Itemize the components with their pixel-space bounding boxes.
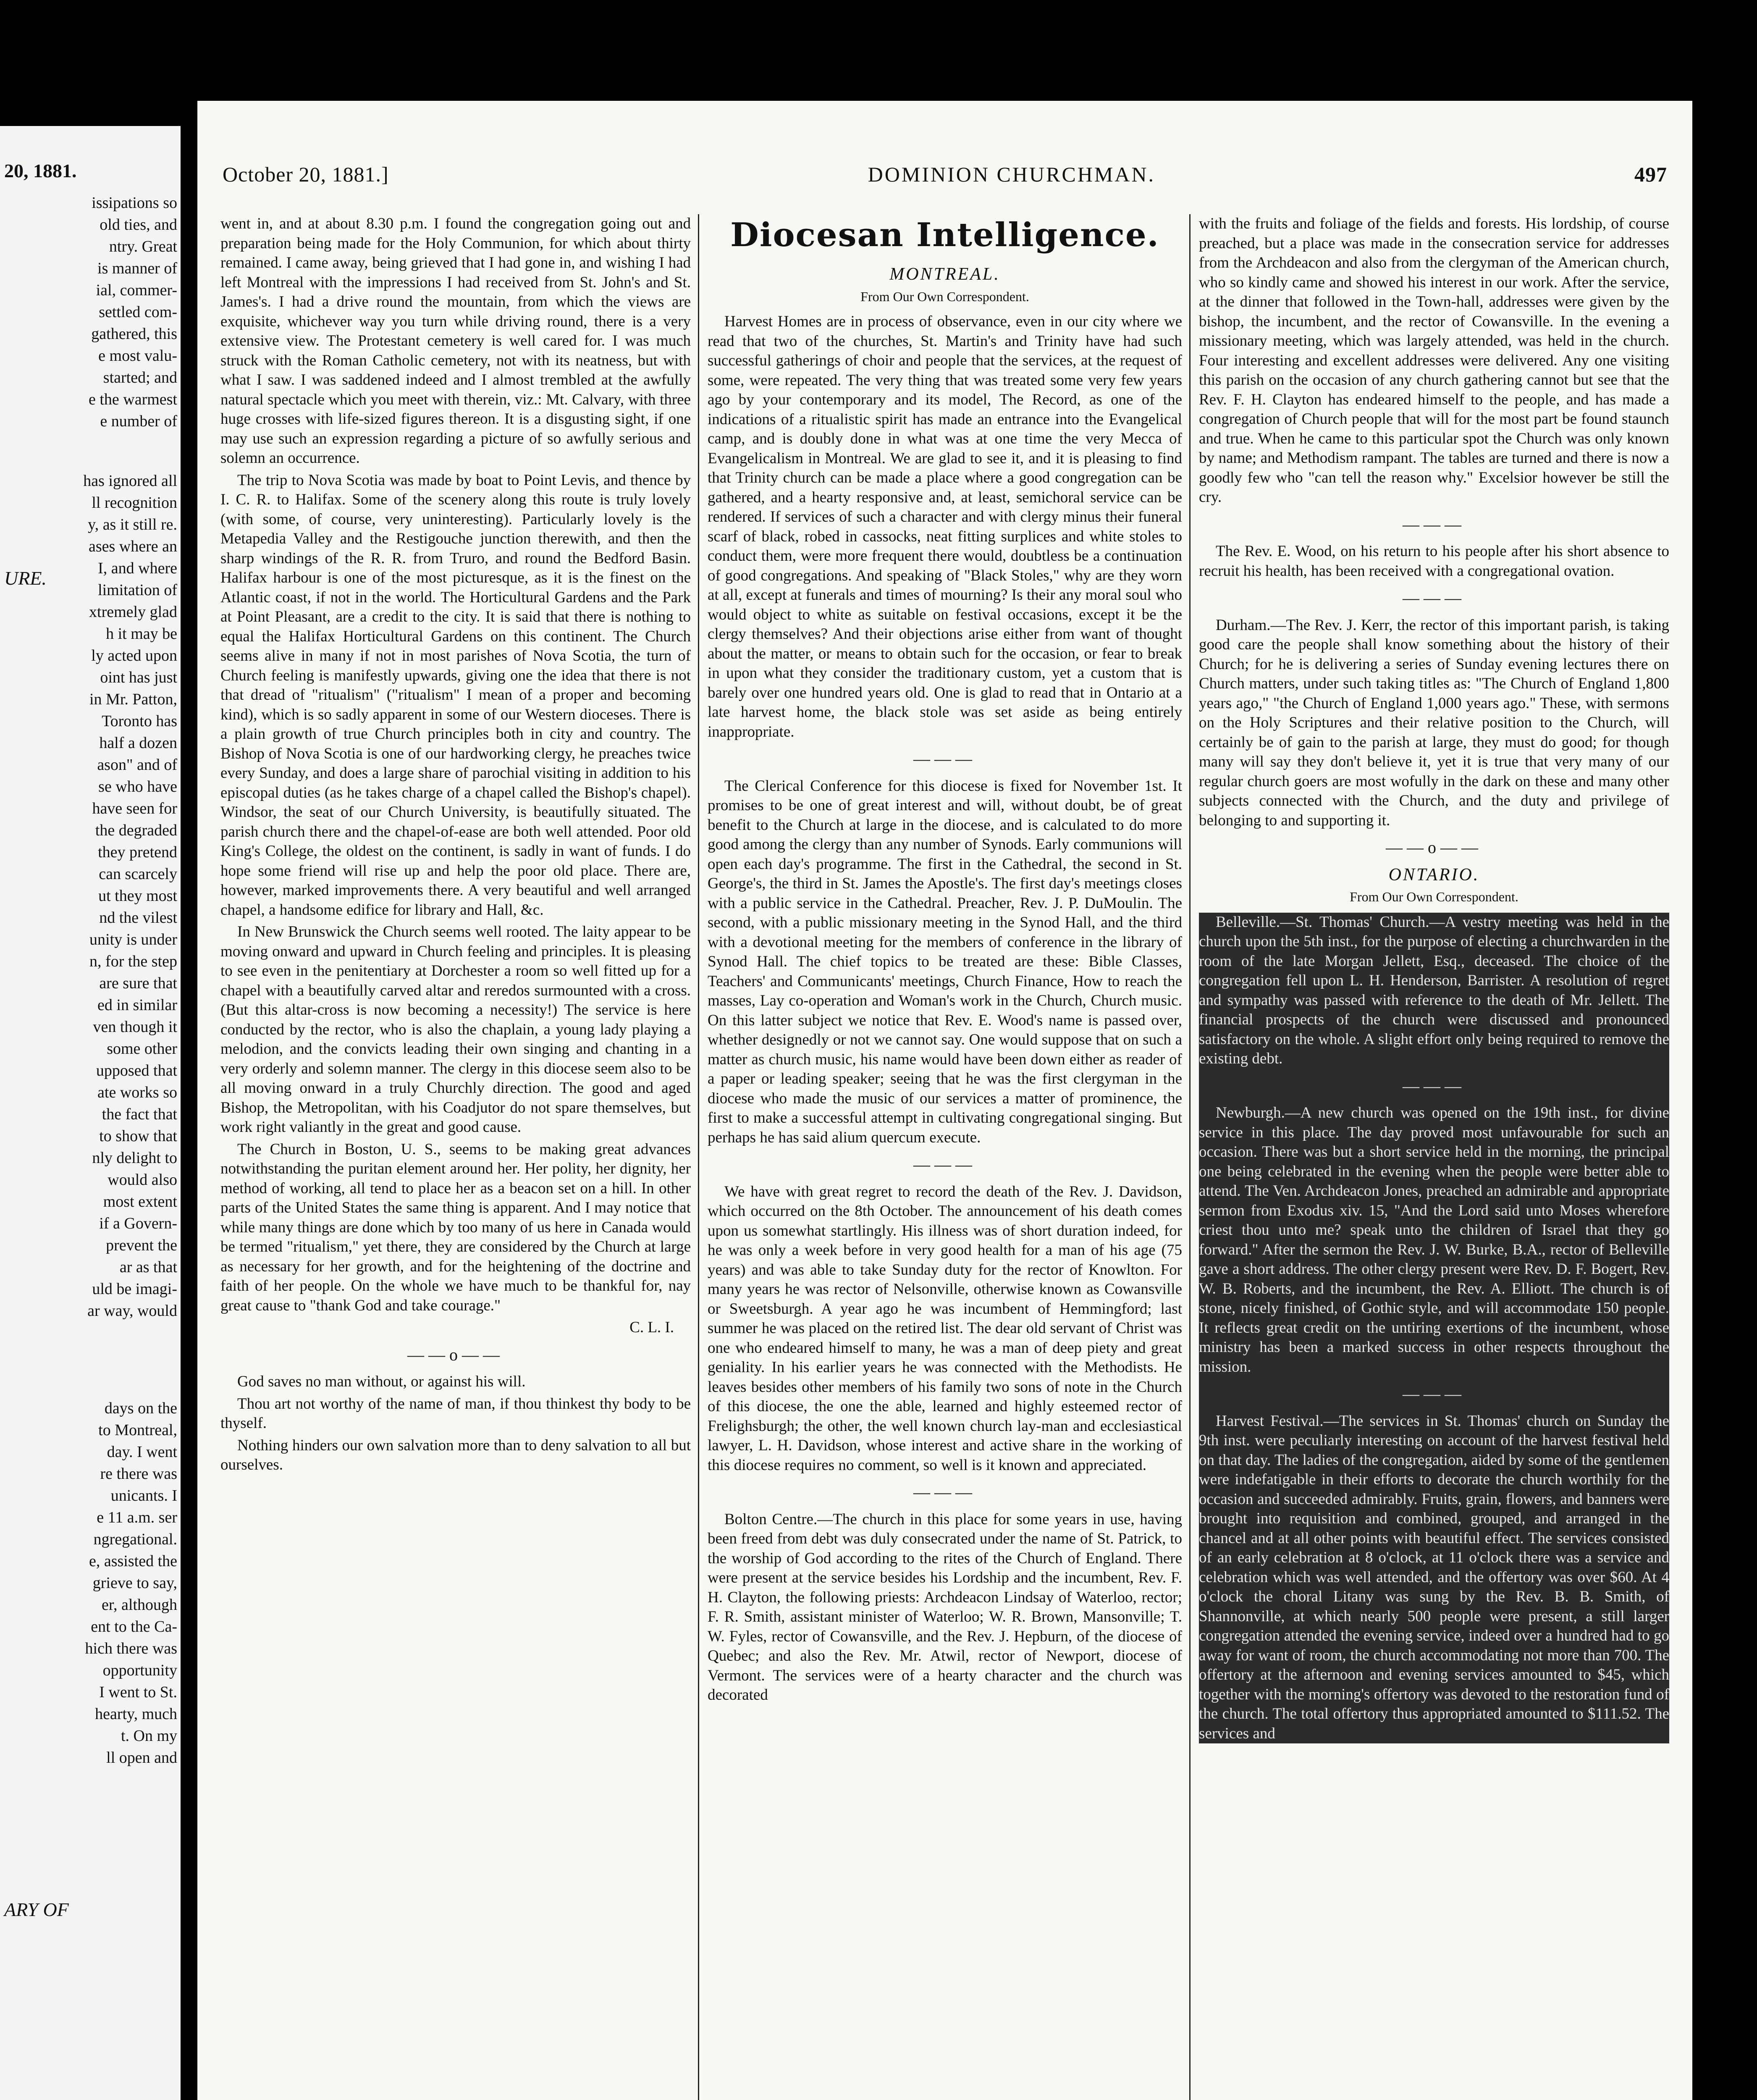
left-page-fragment: unicants. I [110, 1487, 177, 1504]
left-page-fragment: e 11 a.m. ser [97, 1509, 177, 1526]
paragraph: The Church in Boston, U. S., seems to be making great advances notwithstanding the puritan element around her. Her polity, her dignity, her method of working, all tend to place her as a beacon set on a hill. In other parts of the United States the same thing is apparent. And I may notice that while many things are done which by too many of us here in Canada would be termed "ritualism," yet there, they are considered by the Church at large as necessary for her growth, and for the heightening of the doctrine and faith of her people. On the whole we have much to be thankful for, nay great cause to "thank God and take courage." [220, 1140, 691, 1314]
left-page-fragment: can scarcely [99, 865, 177, 883]
left-page-fragment: nly delight to [92, 1149, 177, 1167]
left-page-fragment: issipations so [92, 194, 177, 212]
place-heading: ONTARIO. [1388, 865, 1480, 885]
left-page-fragment: old ties, and [100, 216, 177, 234]
separator: ——— [913, 1483, 976, 1502]
paragraph: Belleville.—St. Thomas' Church.—A vestry meeting was held in the church upon the 5th inst., for the purpose of electing a churchwarden in the room of the late Morgan Jellett, Esq., deceased. The choice of the congregation fell upon L. H. Henderson, Barrister. A resolution of regret and sympathy was passed with reference to the death of Mr. Jellett. The financial prospects of the church were discussed and pronounced satisfactory on the whole. A slight effort only being required to remove the existing debt. [1199, 913, 1669, 1067]
left-page-fragment: started; and [103, 369, 177, 386]
left-page-fragment: would also [108, 1171, 177, 1189]
left-page-fragment: ate works so [97, 1084, 177, 1101]
left-page-fragment: in Mr. Patton, [89, 690, 177, 708]
left-page-fragment: ed in similar [97, 996, 177, 1014]
left-page-fragment: to show that [99, 1127, 177, 1145]
paragraph: The Clerical Conference for this diocese is fixed for November 1st. It promises to be one of great interest and will, without doubt, be of great benefit to the Church at large in the diocese, and is calculated to do more good among the clergy than any number of Synods. Early communions will open each day's programme. The first in the Cathedral, the second in St. George's, the third in St. James the Apostle's. The first day's meetings closes with a public service in the Cathedral. Preacher, Rev. J. P. DuMoulin. The second, with a public missionary meeting in the Synod Hall, and the third with a devotional meeting for the members of conference in the library of Synod Hall. The chief topics to be treated are these: Bible Classes, Teachers' and Communicants' meetings, Church Finance, How to reach the masses, Lay co-operation and Woman's work in the Church, Church music. On this latter subject we notice that Rev. E. Wood's name is passed over, whether designedly or not we cannot say. One would suppose that on such a matter as church music, his name would have been down either as reader of a paper or leading speaker; seeing that he was the first clergyman in the diocese who made the music of our services a matter of prominence, the first to make a successful attempt in cultivating congregational singing. But perhaps he has said alium quercum execute. [708, 777, 1182, 1146]
left-page-fragment: re there was [100, 1465, 177, 1483]
paragraph: Harvest Homes are in process of observance, even in our city where we read that two of the churches, St. Martin's and Trinity have had such successful gatherings of choir and people that the services, at the request of some, were repeated. The very thing that was treated some very few years ago by your contemporary and its model, The Record, as one of the indications of a ritualistic spirit has made an entrance into the Evangelical camp, and is doubly done in what was at one time the very Mecca of Evangelicalism in Montreal. We are glad to see it, and it is pleasing to find that Trinity church can be made a place where a good congregation can be gathered, and a hearty responsive and, at least, semichoral service can be rendered. If services of such a character and with clergy minus their funeral scarf of black, robed in cassocks, neat fitting surplices and white stoles to conduct them, were more frequent there would, doubtless be a continuation of good congregations. And speaking of "Black Stoles," why are they worn at all, except at funerals and times of mourning? Is their any moral soul who would object to white as suitable on festival occasions, except it be the clergy themselves? And their objections arise either from want of thought about the matter, or means to obtain such for the occasion, or fear to break in upon what they consider the traditionary custom, yet a custom that is barely over one hundred years old. One is glad to read that in Ontario at a late harvest home, the black stole was set aside as being entirely inappropriate. [708, 313, 1182, 740]
left-page-date: 20, 1881. [4, 160, 77, 181]
left-page-fragment: e, assisted the [89, 1552, 177, 1570]
left-page-fragment: Toronto has [102, 712, 177, 730]
page-number: 497 [1634, 163, 1667, 186]
separator: ——— [1403, 588, 1466, 607]
page-header [223, 160, 1667, 189]
paragraph: The Rev. E. Wood, on his return to his people after his short absence to recruit his health, has been received with a congregational ovation. [1199, 543, 1669, 580]
separator: ——— [1403, 514, 1466, 534]
separator: ——— [1403, 1384, 1466, 1403]
section-title: Diocesan Intelligence. [730, 216, 1159, 254]
left-page-fragment: settled com- [99, 303, 177, 321]
left-page-fragment: upposed that [96, 1062, 177, 1079]
left-page-fragment: ason" and of [97, 756, 177, 774]
separator: ——o—— [407, 1345, 504, 1364]
left-page-fragment: t. On my [121, 1727, 177, 1745]
paragraph: Bolton Centre.—The church in this place for some years in use, having been freed from debt was duly consecrated under the name of St. Patrick, to the worship of God according to the rites of the Church of England. There were present at the service besides his Lordship and the incumbent, Rev. F. H. Clayton, the following priests: Archdeacon Lindsay of Waterloo, rector; F. R. Smith, assistant minister of Waterloo; W. R. Brown, Mansonville; T. W. Fyles, rector of Cowansville, and the Rev. J. Hepburn, of the diocese of Quebec; and also the Rev. Mr. Atwil, rector of Newport, diocese of Vermont. The services were of a hearty character and the church was decorated [708, 1510, 1182, 1704]
left-page-sliver [0, 126, 181, 2100]
maxim: Nothing hinders our own salvation more than to deny salvation to all but ourselves. [220, 1436, 691, 1473]
left-page-fragment: if a Govern- [99, 1215, 177, 1232]
left-page-fragment: ntry. Great [109, 238, 177, 255]
left-page-fragment: hearty, much [95, 1705, 177, 1723]
left-page-fragment: e number of [100, 412, 177, 430]
left-page-fragment: to Montreal, [98, 1421, 177, 1439]
left-page-fragment: er, although [102, 1596, 177, 1614]
left-page-fragment: limitation of [98, 581, 177, 599]
left-page-fragment: oint has just [100, 669, 177, 686]
left-page-fragment: e most valu- [98, 347, 177, 365]
degraded-text-block [1199, 913, 1669, 1744]
left-page-fragment: most extent [103, 1193, 177, 1210]
left-page-fragment: ly acted upon [91, 647, 177, 664]
left-page-heading-2: ARY OF [4, 1899, 69, 1920]
correspondent-line: From Our Own Correspondent. [860, 289, 1029, 304]
left-page-heading-1: URE. [4, 567, 47, 589]
left-page-fragment: nd the vilest [99, 909, 177, 927]
header-title: DOMINION CHURCHMAN. [868, 163, 1156, 186]
left-page-fragment: se who have [98, 778, 177, 795]
left-page-fragment: y, as it still re. [88, 516, 177, 533]
paragraph: In New Brunswick the Church seems well rooted. The laity appear to be moving onward and upward in Church feeling and principles. It is pleasing to see even in the penitentiary at Dorchester a room so well fitted up for a chapel with a beautifully carved altar and reredos surmounted with a cross. (But this altar-cross is now becoming a necessity!) The service is here conducted by the rector, who is also the chaplain, a young lady playing a melodion, and the convicts leading their own singing and chanting in a very orderly and solemn manner. The clergy in this diocese seem also to be all moving onward in a truly Churchly direction. The good and aged Bishop, the Metropolitan, with his Coadjutor do not spare themselves, but work right valiantly in the great and good cause. [220, 923, 691, 1136]
column-rule [698, 214, 699, 2100]
left-page-fragment: are sure that [99, 974, 177, 992]
left-page-fragment: ut they most [98, 887, 177, 905]
column-rule [1189, 214, 1191, 2100]
column-3 [1199, 214, 1669, 2100]
left-page-fragment: I, and where [98, 559, 177, 577]
left-page-fragment: ar way, would [87, 1302, 177, 1320]
left-page-fragment: e the warmest [88, 391, 177, 408]
left-page-fragment: ial, commer- [96, 281, 177, 299]
separator: ——— [913, 749, 976, 768]
left-page-fragment: ll open and [106, 1749, 177, 1767]
left-page-fragment: half a dozen [99, 734, 177, 752]
place-heading: MONTREAL. [889, 265, 1000, 284]
paragraph: went in, and at about 8.30 p.m. I found the congregation going out and preparation being made for the Holy Communion, for which about thirty remained. I came away, being grieved that I had gone in, and wishing I had left Montreal with the impressions I had received from St. John's and St. James's. I had a drive round the mountain, from which the views are exquisite, whichever way you turn while driving round, there is a very extensive view. The Protestant cemetery is well cared for. I was much struck with the Roman Catholic cemetery, not with its neatness, but with what I saw. I was saddened indeed and I almost trembled at the awfully natural spectacle which you meet with therein, viz.: Mt. Calvary, with three huge crosses with life-sized figures thereon. It is a disgusting sight, if one may use such an expression regarding a picture of so awfully serious and solemn an occurrence. [220, 215, 691, 467]
left-page-fragment: ven though it [93, 1018, 177, 1036]
column-1 [220, 214, 691, 2100]
left-page-fragment: ll recognition [92, 494, 177, 512]
column-2 [708, 214, 1182, 2100]
left-page-fragment: the fact that [102, 1105, 177, 1123]
left-page-fragment: ngregational. [93, 1530, 177, 1548]
separator: ——— [1403, 1076, 1466, 1095]
left-page-fragment: prevent the [106, 1236, 177, 1254]
paragraph: Durham.—The Rev. J. Kerr, the rector of this important parish, is taking good care the people shall know something about the history of their Church; for he is delivering a series of Sunday evening lectures there on Church matters, under such taking titles as: "The Church of England 1,800 years ago," "the Church of England 1,000 years ago." These, with sermons on the Holy Scriptures and their relative position to the Church, will certainly be of gain to the parish at large, they must do good; for though many will say they don't believe it, yet it is true that very many of our regular church goers are most wofully in the dark on these and many other subjects connected with the Church, and the duty and privilege of belonging to and supporting it. [1199, 616, 1669, 829]
paragraph: Harvest Festival.—The services in St. Thomas' church on Sunday the 9th inst. were peculiarly interesting on account of the harvest festival held on that day. The ladies of the congregation, aided by some of the gentlemen were indefatigable in their efforts to decorate the church worthily for the occasion and succeeded admirably. Fruits, grain, flowers, and banners were brought into requisition and combined, grouped, and arranged in the chancel and at all other points with beautiful effect. The services consisted of an early celebration at 8 o'clock, at 11 o'clock there was a service and celebration which was well attended, and the offertory was over $60. At 4 o'clock the choral Litany was sung by the Rev. B. B. Smith, of Shannonville, at which nearly 500 people were present, a still larger congregation attended the evening service, indeed over a hundred had to go away for want of room, the church accommodating not more than 700. The offertory at the afternoon and evening services amounted to $45, which together with the morning's offertory was devoted to the restoration fund of the church. The total offertory thus appropriated amounted to $111.52. The services and [1199, 1412, 1669, 1742]
left-page-fragment: xtremely glad [89, 603, 177, 621]
left-page-fragment: day. I went [107, 1443, 177, 1461]
left-page-fragment: opportunity [102, 1662, 177, 1679]
paragraph: with the fruits and foliage of the fields and forests. His lordship, of course preached, but a place was made in the consecration service for addresses from the Archdeacon and also from the clergyman of the American church, who so kindly came and showed his interest in our work. After the service, at the dinner that followed in the Town-hall, addresses were given by the bishop, the incumbent, and the rector of Cowansville. In the evening a missionary meeting, which was largely attended, was held in the church. Four interesting and excellent addresses were delivered. Any one visiting this parish on the occasion of any church gathering cannot but see that the Rev. F. H. Clayton has endeared himself to the people, and has made a congregation of Church people that will for the most part be found staunch and true. When he came to this particular spot the Church was only known by name; and Methodism rampant. The tables are turned and there is now a goodly few who "can tell the reason why." Excelsior however be still the cry. [1199, 215, 1669, 506]
left-page-fragment: n, for the step [89, 953, 177, 970]
left-page-fragment: is manner of [97, 260, 177, 277]
separator: ——— [913, 1155, 976, 1174]
paragraph: We have with great regret to record the death of the Rev. J. Davidson, which occurred on the 8th October. The announcement of his death comes upon us somewhat startlingly. His illness was of short duration indeed, for he was only a week before in very good health for a man of his age (75 years) and was able to take Sunday duty for the rector of Knowlton. For many years he was rector of Nelsonville, otherwise known as Cowansville or Sweetsburgh. A year ago he was incumbent of Hemmingford; last summer he was placed on the retired list. The dear old servant of Christ was one who endeared himself to many, he was a man of deep piety and great geniality. In his earlier years he was connected with the Methodists. He leaves besides other members of his family two sons of note in the Church of this diocese, the one the able, learned and highly esteemed rector of Frelighsburgh; the other, the well known church lay-man and ecclesiastical lawyer, L. H. Davidson, whose interest and active share in the working of this diocese requires no comment, so well is it known and appreciated. [708, 1183, 1182, 1474]
left-page-fragment: has ignored all [83, 472, 177, 490]
header-date: October 20, 1881.] [223, 163, 389, 186]
paragraph: The trip to Nova Scotia was made by boat to Point Levis, and thence by I. C. R. to Halifax. Some of the scenery along this route is truly lovely (with some, of course, very uninteresting). Particularly lovely is the Metapedia Valley and the Restigouche junction therewith, and then the sharp windings of the R. R. from Truro, and round the Bedford Basin. Halifax harbour is one of the most picturesque, as it is the finest on the Atlantic coast, if not in the world. The Horticultural Gardens and the Park at Point Pleasant, are a credit to the city. It is said that there is nothing to equal the Halifax Horticultural Gardens on this continent. The Church seems alive in many if not in most parishes of Nova Scotia, the turn of Church feeling is manifestly upwards, giving one the idea that there is not that dread of "ritualism" ("ritualism" I mean of a proper and becoming kind), which is so sadly apparent in some of our Western dioceses. There is a plain growth of true Church principles both in city and country. The Bishop of Nova Scotia is one of our hardworking clergy, he preaches twice every Sunday, and does a large share of parochial visiting in addition to his episcopal duties (as he takes charge of a chapel called the Bishop's chapel). Windsor, the seat of our Church University, is beautifully situated. The parish church there and the chapel-of-ease are both well attended. Poor old King's College, the oldest on the continent, is sadly in want of funds. I do hope some friend will rise up and help the poor old place. There are, however, marked improvements there. A very beautiful and well arranged chapel, a handsome edifice for library and Hall, &c. [220, 471, 691, 919]
left-page-fragment: ar as that [119, 1258, 177, 1276]
correspondent-line: From Our Own Correspondent. [1350, 889, 1518, 904]
left-page-fragment: ent to the Ca- [91, 1618, 177, 1635]
left-page-fragment: they pretend [98, 843, 177, 861]
paragraph: Newburgh.—A new church was opened on the 19th inst., for divine service in this place. The day proved most unfavourable for such an occasion. There was but a short service held in the morning, the principal one being celebrated in the evening when the people were better able to attend. The Ven. Archdeacon Jones, preached an admirable and appropriate sermon from Exodus xiv. 15, "And the Lord said unto Moses wherefore criest thou unto me? speak unto the children of Israel that they go forward." After the sermon the Rev. J. W. Burke, B.A., rector of Belleville gave a short address. The other clergy present were Rev. D. F. Bogert, Rev. W. B. Roberts, and the incumbent, the Rev. A. Elliott. The church is of stone, nicely finished, of Gothic style, and will accommodate 150 people. It reflects great credit on the untiring exertions of the incumbent, whose ministry has been a marked success in other respects throughout the mission. [1199, 1104, 1669, 1376]
left-page-fragment: gathered, this [91, 325, 177, 343]
left-page-fragment: days on the [104, 1399, 177, 1417]
left-page-fragment: hich there was [85, 1640, 177, 1657]
left-page-fragment: h it may be [106, 625, 177, 643]
maxim: God saves no man without, or against his will. [237, 1373, 526, 1390]
newspaper-page [197, 101, 1692, 2100]
left-page-fragment: have seen for [92, 800, 177, 817]
left-page-fragment: uld be imagi- [92, 1280, 177, 1298]
left-page-fragment: ases where an [88, 538, 177, 555]
left-page-fragment: unity is under [89, 931, 177, 948]
left-page-fragment: some other [107, 1040, 177, 1058]
separator: ——o—— [1386, 838, 1482, 857]
signature: C. L. I. [629, 1319, 674, 1336]
left-page-fragment: I went to St. [99, 1683, 177, 1701]
maxim: Thou art not worthy of the name of man, if thou thinkest thy body to be thyself. [220, 1395, 691, 1432]
left-page-fragment: the degraded [95, 822, 177, 839]
left-page-fragment: grieve to say, [92, 1574, 177, 1592]
